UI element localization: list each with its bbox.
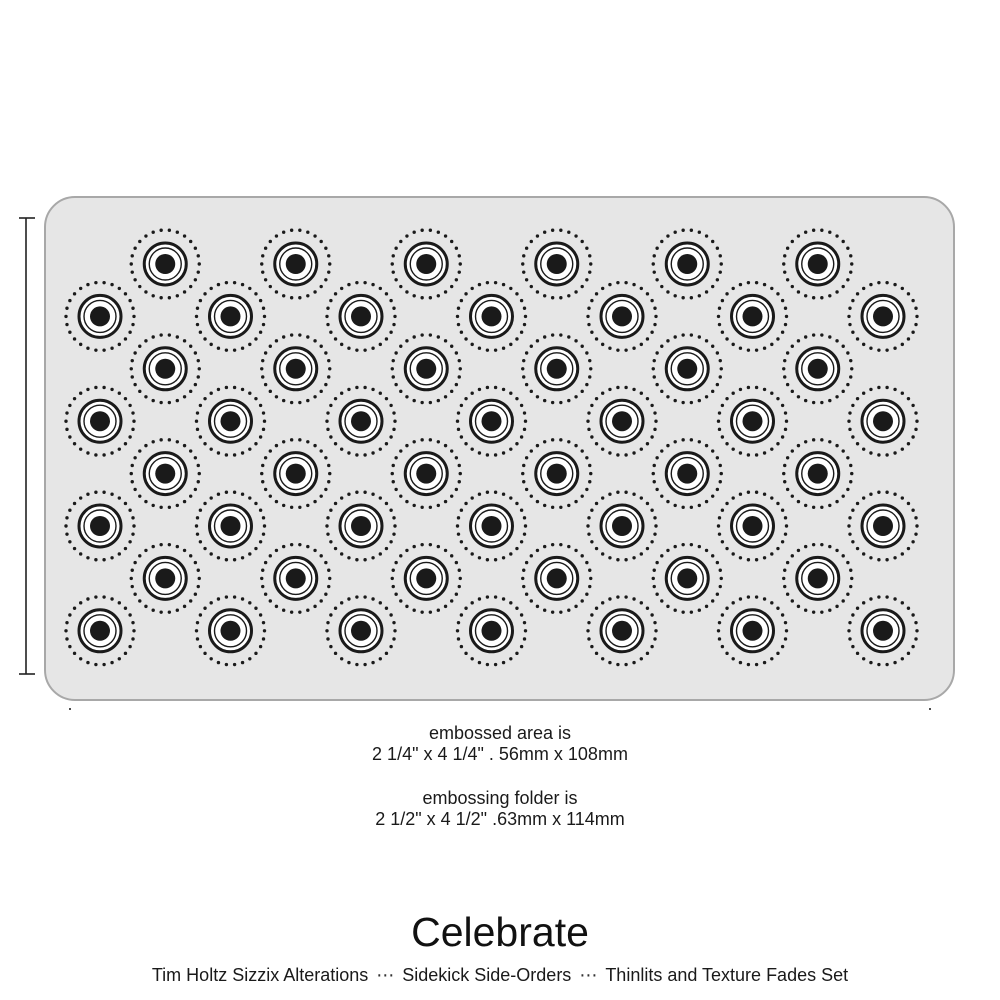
- subtitle-part-2: Sidekick Side-Orders: [402, 965, 572, 985]
- subtitle-part-3: Thinlits and Texture Fades Set: [605, 965, 849, 985]
- folder-size-value: 2 1/2" x 4 1/2" .63mm x 114mm: [375, 809, 625, 829]
- subtitle-separator: ⋯: [376, 965, 395, 985]
- product-subtitle: [0, 963, 1000, 987]
- embossed-area-size: 2 1/4" x 4 1/4" . 56mm x 108mm: [372, 744, 628, 764]
- product-title: Celebrate: [411, 909, 589, 955]
- folder-size-label: embossing folder is: [422, 788, 578, 808]
- horizontal-dimension-line: [70, 708, 930, 710]
- embossed-area-label: embossed area is: [428, 723, 572, 743]
- subtitle-part-1: Tim Holtz Sizzix Alterations: [151, 965, 369, 985]
- folder-size-caption: [0, 788, 1000, 830]
- vertical-dimension-line: [19, 218, 35, 674]
- embossed-area-caption: [0, 723, 1000, 765]
- subtitle-separator: ⋯: [579, 965, 598, 985]
